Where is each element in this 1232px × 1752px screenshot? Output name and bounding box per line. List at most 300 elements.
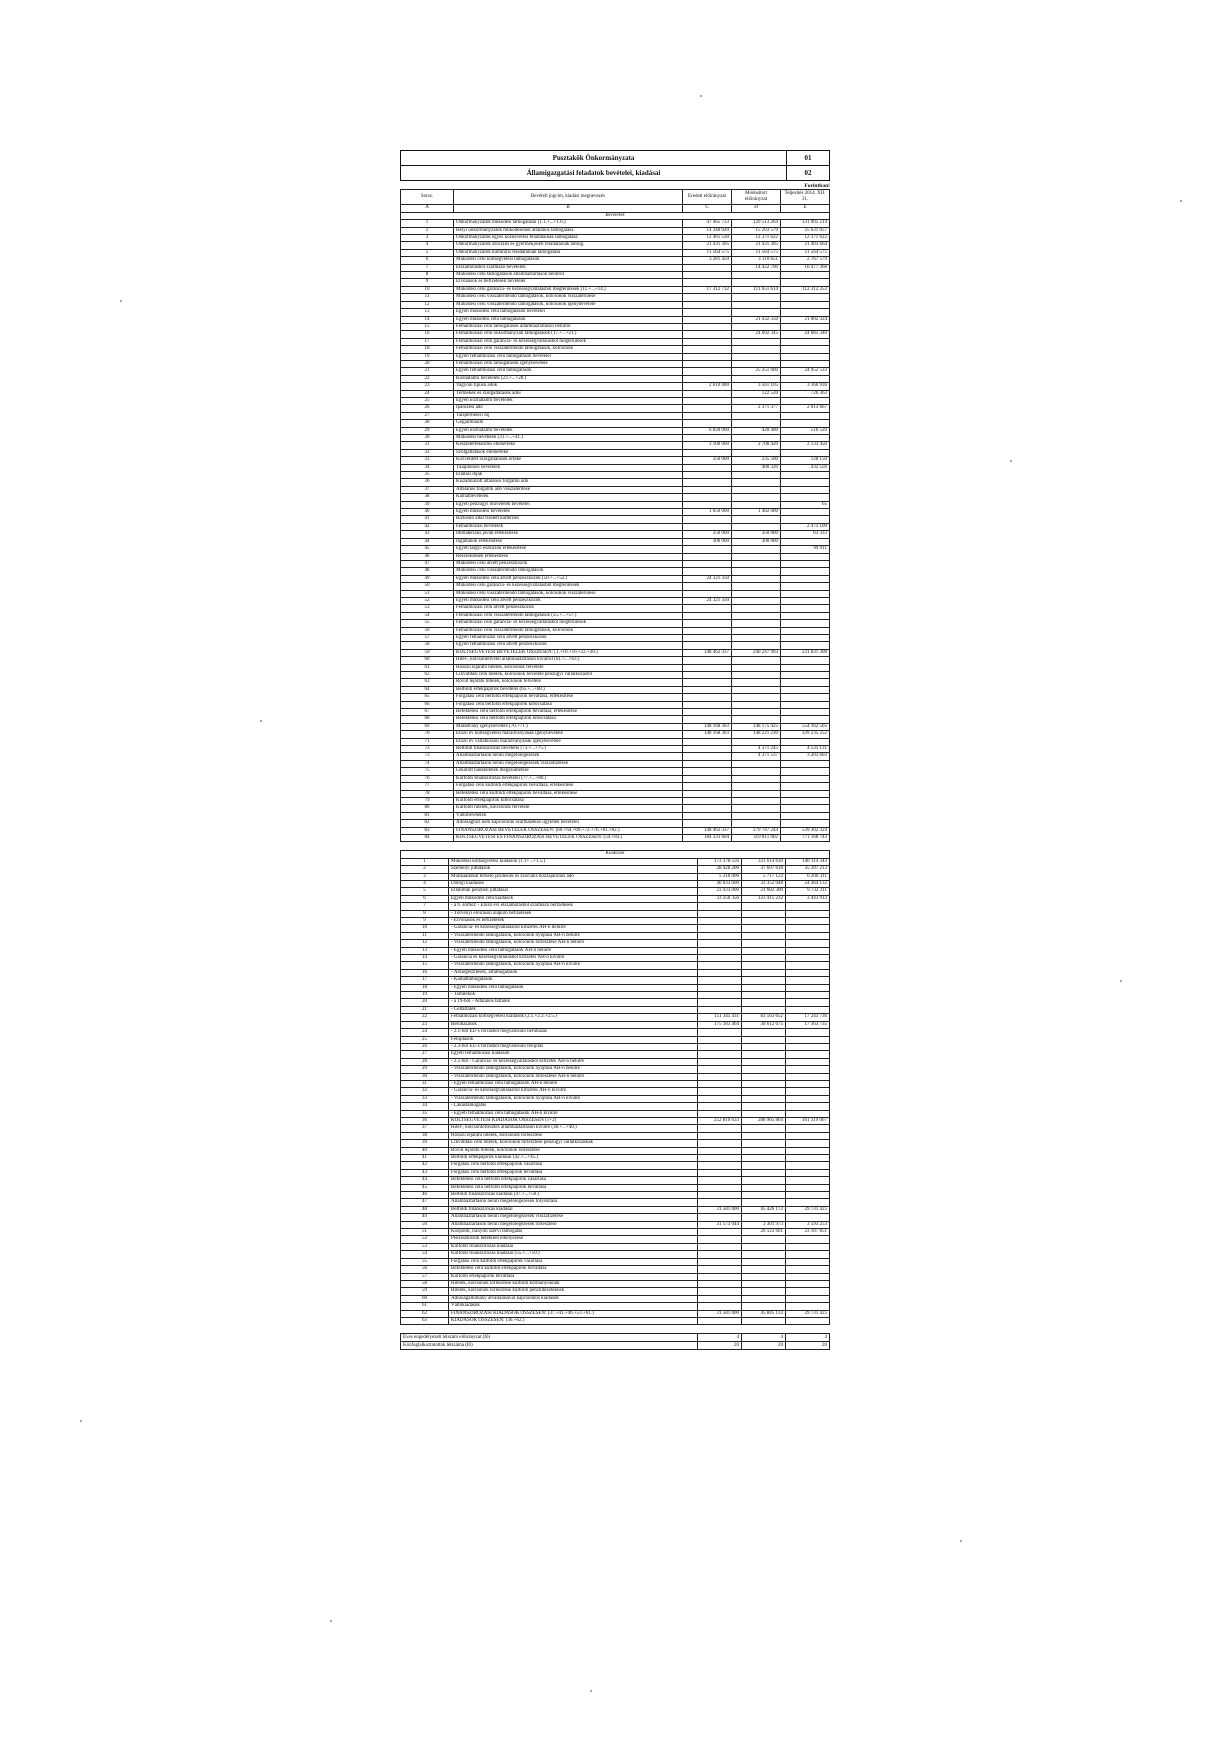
table-row: [401, 955, 830, 962]
value-original: 184 333 604: [683, 834, 732, 841]
table-row: [401, 775, 830, 782]
value-modified: 5 717 122: [741, 873, 785, 880]
value-original: [697, 1317, 741, 1324]
value-actual: [781, 486, 830, 493]
value-modified: [741, 984, 785, 991]
row-number: 10: [401, 286, 454, 293]
value-modified: [732, 760, 781, 767]
row-label: Maradvány igénybevétele (70.+71.): [454, 723, 683, 730]
value-original: [683, 753, 732, 760]
value-original: 1 650 000: [683, 509, 732, 516]
value-original: [697, 1029, 741, 1036]
value-actual: [785, 903, 829, 910]
row-number: 50: [401, 583, 454, 590]
value-original: [683, 553, 732, 560]
value-original: [697, 977, 741, 984]
value-original: 173 378 556: [697, 858, 741, 865]
table-row: [401, 753, 830, 760]
table-row: [401, 657, 830, 664]
value-original: [683, 435, 732, 442]
table-row: [401, 1273, 830, 1280]
row-number: 3: [401, 235, 454, 242]
value-modified: [741, 1273, 785, 1280]
row-label: Felújítások: [449, 1036, 698, 1043]
value-modified: [741, 925, 785, 932]
table-row: [401, 1221, 830, 1228]
table-row: [401, 672, 830, 679]
table-row: [401, 827, 830, 834]
row-number: 31: [401, 1080, 449, 1087]
value-modified: [741, 1214, 785, 1221]
row-number: 8: [401, 910, 449, 917]
value-actual: [785, 1155, 829, 1162]
value-actual: [781, 323, 830, 330]
row-label: Önkormányzatok szociális és gyermekjóléti feladatainak támog.: [454, 242, 683, 249]
row-label: - Visszatérítendő támogatások, kölcsönök nyújtása ÁH-n belülre: [449, 932, 698, 939]
table-row: [401, 783, 830, 790]
table-row: [401, 1125, 830, 1132]
row-label: Belföldi értékpapírok kiadásai (42.+...+45.): [449, 1155, 698, 1162]
value-actual: [785, 1177, 829, 1184]
value-original: [683, 738, 732, 745]
currency-unit: Forintban!: [804, 183, 830, 189]
table-row: [401, 405, 830, 412]
row-number: 26: [401, 405, 454, 412]
row-number: 2: [401, 227, 454, 234]
table-row: [401, 701, 830, 708]
scan-speck: [1120, 980, 1122, 982]
value-modified: 111 651 614: [732, 286, 781, 293]
row-label: Egyéb felhalmozási célú támogatások bevételei: [454, 353, 683, 360]
value-modified: 14 422 700: [732, 264, 781, 271]
row-label: - Garancia- és kezességvállalásból kifizetés ÁH-n kívülre: [449, 1088, 698, 1095]
value-modified: 45 845 133: [741, 1310, 785, 1317]
table-row: [401, 932, 830, 939]
value-modified: [732, 479, 781, 486]
row-number: 23: [401, 1021, 449, 1028]
value-modified: [732, 420, 781, 427]
table-row: [401, 1073, 830, 1080]
value-original: 350 000: [683, 531, 732, 538]
row-label: Általános forgalmi adó visszatérítése: [454, 486, 683, 493]
row-label: Felhalmozási célú visszatérítendő támogatások (55.+...+57.): [454, 612, 683, 619]
row-label: Államháztartáson belüli megelőlegezések visszafizetése: [449, 1214, 698, 1221]
row-number: 65: [401, 694, 454, 701]
table-row: [401, 346, 830, 353]
row-label: KÖLTSÉGVETÉSI ÉS FINANSZÍROZÁSI BEVÉTELEK ÖSSZESEN: (59.+83.): [454, 834, 683, 841]
value-original: [697, 1147, 741, 1154]
value-actual: [781, 420, 830, 427]
row-number: 43: [401, 1169, 449, 1176]
table-row: [401, 464, 830, 471]
row-number: 28: [401, 1058, 449, 1065]
row-number: 35: [401, 472, 454, 479]
value-original: [683, 679, 732, 686]
value-modified: [741, 1043, 785, 1050]
row-number: 30: [401, 435, 454, 442]
table-row: [401, 1155, 830, 1162]
row-number: 59: [401, 1288, 449, 1295]
value-original: [683, 701, 732, 708]
value-modified: [741, 1192, 785, 1199]
value-modified: [732, 412, 781, 419]
value-original: 3 100 000: [683, 442, 732, 449]
table-row: [401, 790, 830, 797]
table-row: [401, 723, 830, 730]
value-actual: [785, 1169, 829, 1176]
value-modified: [732, 568, 781, 575]
table-row: [401, 768, 830, 775]
row-label: Befektetési célú belföldi értékpapírok beváltása: [449, 1184, 698, 1191]
value-actual: 29 731 425: [785, 1206, 829, 1213]
value-modified: [741, 1288, 785, 1295]
value-actual: [781, 583, 830, 590]
table-row: [401, 375, 830, 382]
value-original: 14 340 020: [683, 227, 732, 234]
value-modified: [741, 1125, 785, 1132]
table-row: [401, 531, 830, 538]
value-original: 31 581 000: [697, 1206, 741, 1213]
row-label: - Visszatérítendő támogatások, kölcsönök törlesztése ÁH-n belülre: [449, 940, 698, 947]
row-number: 80: [401, 805, 454, 812]
value-modified: 33 352 048: [741, 880, 785, 887]
value-modified: [741, 940, 785, 947]
row-label: Egyéb működési célú átvett pénzeszközök (50.+...+52.): [454, 575, 683, 582]
value-actual: [781, 360, 830, 367]
row-label: Ellátási díjak: [454, 472, 683, 479]
value-original: [697, 947, 741, 954]
value-modified: [732, 590, 781, 597]
table-row: [401, 486, 830, 493]
value-actual: [781, 568, 830, 575]
value-original: [683, 709, 732, 716]
row-label: Beruházások: [449, 1021, 698, 1028]
value-actual: [781, 294, 830, 301]
scan-speck: [330, 1620, 332, 1622]
row-label: Váltókiadások: [449, 1303, 698, 1310]
value-modified: [732, 323, 781, 330]
value-modified: [741, 1029, 785, 1036]
value-modified: 1 402 000: [732, 509, 781, 516]
row-label: Önkormányzatok egyes köznevelési feladatainak támogatása: [454, 235, 683, 242]
row-label: - Céltartalék: [449, 1006, 698, 1013]
row-label: Hitelek, kölcsönök törlesztése külföldi kormányoknak: [449, 1280, 698, 1287]
value-actual: [785, 925, 829, 932]
row-label: KÖLTSÉGVETÉSI BEVÉTELEK ÖSSZESEN: (1.+10.+16.+22.+30.): [454, 649, 683, 656]
table-row: [401, 316, 830, 323]
row-number: 20: [401, 360, 454, 367]
table-row: [401, 1088, 830, 1095]
row-number: 12: [401, 301, 454, 308]
row-label: Kiszámlázott általános forgalmi adó: [454, 479, 683, 486]
expense-table: [400, 850, 830, 1325]
row-number: 27: [401, 1051, 449, 1058]
row-number: 12: [401, 940, 449, 947]
col-letter: C: [683, 205, 732, 212]
value-modified: [732, 664, 781, 671]
row-number: 49: [401, 575, 454, 582]
scan-speck: [700, 95, 702, 97]
row-number: 6: [401, 895, 449, 902]
value-modified: 400 320: [732, 464, 781, 471]
value-original: [697, 932, 741, 939]
value-original: 31 581 000: [697, 1310, 741, 1317]
org-code: 01: [787, 151, 830, 166]
row-label: - Egyéb felhalmozási célú támogatások ÁH-n belülre: [449, 1080, 698, 1087]
row-label: - Visszatérítendő támogatások, kölcsönök nyújtása ÁH-n belülre: [449, 1066, 698, 1073]
row-number: 6: [401, 257, 454, 264]
row-number: 42: [401, 1162, 449, 1169]
row-label: Külföldi értékpapírok kibocsátása: [454, 797, 683, 804]
row-label: - Egyéb működési célú támogatások ÁH-n belülre: [449, 947, 698, 954]
row-number: 18: [401, 346, 454, 353]
value-modified: [732, 338, 781, 345]
value-original: [683, 316, 732, 323]
value-original: [683, 420, 732, 427]
row-label: Működési célú visszatérítendő támogatások, kölcsönök visszatérülése: [454, 590, 683, 597]
value-modified: 288 965 864: [741, 1117, 785, 1124]
value-original: [697, 1184, 741, 1191]
row-label: Működési célú támogatások államháztartáson belülről: [454, 272, 683, 279]
value-original: [683, 605, 732, 612]
table-row: [401, 1258, 830, 1265]
row-label: Váltóbevételek: [454, 812, 683, 819]
value-modified: [732, 575, 781, 582]
row-number: 83: [401, 827, 454, 834]
value-modified: 21 602 300: [741, 888, 785, 895]
value-actual: [785, 1140, 829, 1147]
value-original: [683, 664, 732, 671]
value-original: [683, 464, 732, 471]
value-original: [697, 1140, 741, 1147]
value-actual: [785, 1295, 829, 1302]
value-original: [683, 627, 732, 634]
row-number: 62: [401, 672, 454, 679]
row-label: Egyéb működési célú átvett pénzeszközök: [454, 597, 683, 604]
row-number: 78: [401, 790, 454, 797]
row-number: 21: [401, 1006, 449, 1013]
value-modified: [732, 583, 781, 590]
table-row: [401, 984, 830, 991]
table-row: [401, 583, 830, 590]
row-number: 44: [401, 1177, 449, 1184]
value-original: 24 321 350: [683, 575, 732, 582]
headcount-row: [401, 1342, 830, 1350]
row-number: 64: [401, 686, 454, 693]
value-actual: 539 302 324: [781, 827, 830, 834]
table-row: [401, 235, 830, 242]
value-original: [683, 686, 732, 693]
value-original: [683, 672, 732, 679]
row-label: Termékek és szolgáltatások adói: [454, 390, 683, 397]
row-number: 41: [401, 1155, 449, 1162]
value-modified: 279 747 244: [732, 827, 781, 834]
row-label: - Tartalékok: [449, 992, 698, 999]
value-modified: 3 561 105: [732, 383, 781, 390]
scan-speck: [260, 720, 262, 722]
value-actual: [785, 1066, 829, 1073]
table-row: [401, 1066, 830, 1073]
value-original: [697, 1058, 741, 1065]
table-row: [401, 435, 830, 442]
row-number: 49: [401, 1214, 449, 1221]
value-modified: 240 247 903: [732, 649, 781, 656]
row-number: 39: [401, 501, 454, 508]
row-number: 7: [401, 903, 449, 910]
value-actual: [785, 1110, 829, 1117]
table-row: [401, 605, 830, 612]
row-label: Kamatbevételek: [454, 494, 683, 501]
value-original: [697, 1273, 741, 1280]
row-label: Külföldi finanszírozás kiadásai: [449, 1243, 698, 1250]
value-modified: [732, 805, 781, 812]
row-label: Egyéb közhatalmi bevételek: [454, 427, 683, 434]
expense-rows: [401, 858, 830, 1325]
value-modified: [741, 969, 785, 976]
col-modified: Módosított előirányzat: [732, 190, 781, 205]
row-number: 27: [401, 412, 454, 419]
value-actual: [785, 969, 829, 976]
value-original: [683, 583, 732, 590]
value-original: [683, 323, 732, 330]
value-original: [683, 612, 732, 619]
value-modified: 21 432 350: [732, 316, 781, 323]
value-actual: [785, 1080, 829, 1087]
row-label: Belföldi finanszírozás kiadásai: [449, 1206, 698, 1213]
row-number: 36: [401, 1117, 449, 1124]
table-row: [401, 575, 830, 582]
value-modified: [732, 775, 781, 782]
row-label: Felhalmozási célú támogatások igénybevétele: [454, 360, 683, 367]
row-number: 41: [401, 516, 454, 523]
row-number: 26: [401, 1043, 449, 1050]
row-number: 18: [401, 984, 449, 991]
value-original: [697, 1155, 741, 1162]
row-number: 79: [401, 797, 454, 804]
table-row: [401, 1206, 830, 1213]
value-modified: [732, 346, 781, 353]
row-number: 62: [401, 1310, 449, 1317]
table-row: [401, 834, 830, 841]
value-actual: [781, 775, 830, 782]
value-actual: [781, 560, 830, 567]
table-row: [401, 1140, 830, 1147]
value-actual: [785, 1029, 829, 1036]
value-original: [697, 1162, 741, 1169]
value-original: 33 250 356: [697, 895, 741, 902]
row-number: 51: [401, 1229, 449, 1236]
value-original: [697, 1280, 741, 1287]
table-row: [401, 1184, 830, 1191]
table-row: [401, 1051, 830, 1058]
value-modified: 2 700 420: [732, 442, 781, 449]
table-row: [401, 1162, 830, 1169]
value-actual: [781, 642, 830, 649]
row-label: Egyéb felhalmozási kiadások: [449, 1051, 698, 1058]
row-label: Helyi önkormányzatok működésének általános támogatása: [454, 227, 683, 234]
table-row: [401, 427, 830, 434]
row-label: Befektetési célú belföldi értékpapírok vásárlása: [449, 1177, 698, 1184]
value-modified: [732, 494, 781, 501]
row-label: Adóssághoz nem kapcsolódó származékos ügyletek bevételei: [454, 820, 683, 827]
value-actual: [785, 940, 829, 947]
revenue-rows: [401, 220, 830, 842]
table-row: [401, 264, 830, 271]
row-number: 8: [401, 272, 454, 279]
row-label: Befektetési célú külföldi értékpapírok beváltása: [449, 1266, 698, 1273]
row-label: Államháztartáson belüli megelőlegezések visszafizetése: [454, 760, 683, 767]
value-actual: 24 952 533: [781, 368, 830, 375]
row-label: - 2.5-ből - Garancia- és kezességvállalásból kifizetés ÁH-n belülre: [449, 1058, 698, 1065]
row-label: Működési célú visszatérítendő támogatások: [454, 568, 683, 575]
table-row: [401, 1303, 830, 1310]
value-actual: [781, 783, 830, 790]
value-original: 148 168 303: [683, 731, 732, 738]
row-number: 74: [401, 760, 454, 767]
value-modified: [741, 1132, 785, 1139]
value-original: [683, 390, 732, 397]
value-actual: 2 013 667: [781, 405, 830, 412]
value-actual: [785, 999, 829, 1006]
row-number: 57: [401, 634, 454, 641]
row-number: 11: [401, 932, 449, 939]
row-number: 77: [401, 783, 454, 790]
row-number: 61: [401, 664, 454, 671]
value-original: [683, 746, 732, 753]
value-actual: [785, 932, 829, 939]
row-number: 29: [401, 1066, 449, 1073]
row-number: 73: [401, 753, 454, 760]
table-row: [401, 797, 830, 804]
headcount-rows: [401, 1334, 830, 1350]
table-row: [401, 1243, 830, 1250]
row-label: Hitel-, kölcsöntörlesztés államháztartáson kívülre (38.+...+40.): [449, 1125, 698, 1132]
row-number: 34: [401, 1103, 449, 1110]
table-row: [401, 397, 830, 404]
value-actual: 3 593 253: [785, 1221, 829, 1228]
value-original: [697, 984, 741, 991]
row-label: Önkormányzatok kulturális feladatainak támogatása: [454, 249, 683, 256]
headcount-label: Éves engedélyezett létszám előirányzat (fő): [401, 1334, 698, 1342]
row-number: 61: [401, 1303, 449, 1310]
row-label: Forgatási célú belföldi értékpapírok beváltása: [449, 1169, 698, 1176]
value-original: 300 000: [683, 538, 732, 545]
row-label: Előző év vállalkozási maradványának igénybevétele: [454, 738, 683, 745]
table-row: [401, 1214, 830, 1221]
row-label: Elvonások és befizetések bevételei: [454, 279, 683, 286]
value-modified: [741, 1199, 785, 1206]
row-label: Biztosító által fizetett kártérítés: [454, 516, 683, 523]
value-modified: [732, 501, 781, 508]
row-label: Felhalmozási célú támogatások államháztartáson belülről: [454, 323, 683, 330]
row-label: Forgatási célú külföldi értékpapírok beváltása, értékesítése: [454, 783, 683, 790]
row-label: Adósságállomány átvállalásával kapcsolatos kiadások: [449, 1295, 698, 1302]
value-actual: [785, 955, 829, 962]
row-label: Gépjárműadó: [454, 420, 683, 427]
row-number: 15: [401, 962, 449, 969]
row-label: Elszámolásból származó bevételek: [454, 264, 683, 271]
value-actual: [785, 1236, 829, 1243]
scan-speck: [1010, 460, 1012, 462]
value-actual: [785, 1280, 829, 1287]
table-row: [401, 820, 830, 827]
value-modified: 25 251 000: [732, 368, 781, 375]
table-row: [401, 634, 830, 641]
row-number: 60: [401, 657, 454, 664]
value-modified: 11 564 575: [732, 249, 781, 256]
value-modified: [741, 1051, 785, 1058]
row-number: 9: [401, 279, 454, 286]
